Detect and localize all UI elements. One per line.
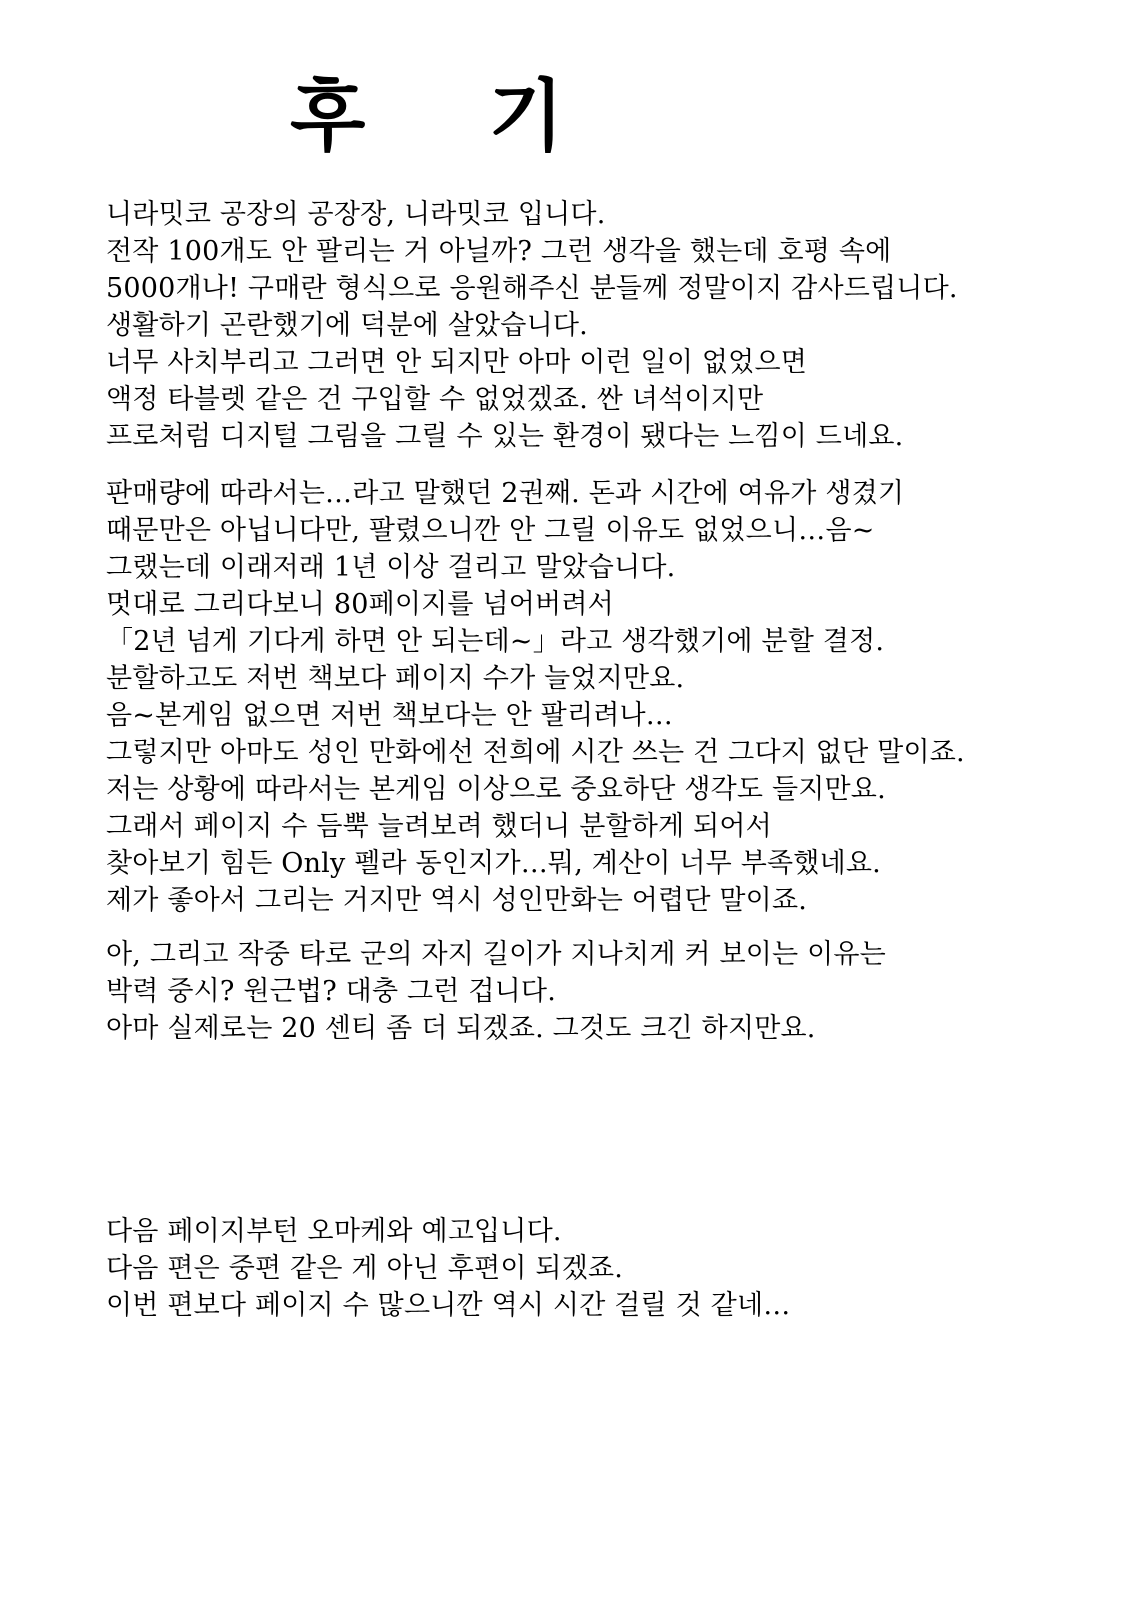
text-line: 저는 상황에 따라서는 본게임 이상으로 중요하단 생각도 들지만요. bbox=[106, 774, 886, 805]
text-line: 그렇지만 아마도 성인 만화에선 전희에 시간 쓰는 건 그다지 없단 말이죠. bbox=[106, 737, 965, 768]
text-line: 그랬는데 이래저래 1년 이상 걸리고 말았습니다. bbox=[106, 552, 676, 583]
text-line: 다음 편은 중편 같은 게 아닌 후편이 되겠죠. bbox=[106, 1253, 624, 1284]
text-line: 아마 실제로는 20 센티 좀 더 되겠죠. 그것도 크긴 하지만요. bbox=[106, 1013, 816, 1044]
text-line: 전작 100개도 안 팔리는 거 아닐까? 그런 생각을 했는데 호평 속에 bbox=[106, 236, 892, 267]
text-line: 찾아보기 힘든 Only 펠라 동인지가…뭐, 계산이 너무 부족했네요. bbox=[106, 848, 881, 879]
text-line: 「2년 넘게 기다게 하면 안 되는데~」라고 생각했기에 분할 결정. bbox=[106, 626, 885, 657]
text-line: 다음 페이지부턴 오마케와 예고입니다. bbox=[106, 1216, 562, 1247]
text-line: 멋대로 그리다보니 80페이지를 넘어버려서 bbox=[106, 589, 614, 620]
text-line: 음~본게임 없으면 저번 책보다는 안 팔리려나… bbox=[106, 700, 674, 731]
text-line: 너무 사치부리고 그러면 안 되지만 아마 이런 일이 없었으면 bbox=[106, 347, 808, 378]
paragraph-1 bbox=[106, 196, 1106, 455]
text-line: 제가 좋아서 그리는 거지만 역시 성인만화는 어렵단 말이죠. bbox=[106, 885, 808, 916]
text-line: 액정 타블렛 같은 건 구입할 수 없었겠죠. 싼 녀석이지만 bbox=[106, 384, 764, 415]
text-line: 니라밋코 공장의 공장장, 니라밋코 입니다. bbox=[106, 199, 606, 230]
text-line: 판매량에 따라서는…라고 말했던 2권째. 돈과 시간에 여유가 생겼기 bbox=[106, 478, 905, 509]
paragraph-4 bbox=[106, 1213, 1106, 1324]
text-line: 때문만은 아닙니다만, 팔렸으니깐 안 그릴 이유도 없었으니…음~ bbox=[106, 515, 875, 546]
paragraph-2 bbox=[106, 475, 1106, 919]
text-line: 박력 중시? 원근법? 대충 그런 겁니다. bbox=[106, 976, 556, 1007]
paragraph-3 bbox=[106, 936, 1106, 1047]
text-line: 그래서 페이지 수 듬뿍 늘려보려 했더니 분할하게 되어서 bbox=[106, 811, 772, 842]
text-line: 5000개나! 구매란 형식으로 응원해주신 분들께 정말이지 감사드립니다. bbox=[106, 273, 958, 304]
text-line: 이번 편보다 페이지 수 많으니깐 역시 시간 걸릴 것 같네… bbox=[106, 1290, 791, 1321]
text-line: 분할하고도 저번 책보다 페이지 수가 늘었지만요. bbox=[106, 663, 685, 694]
text-line: 프로처럼 디지털 그림을 그릴 수 있는 환경이 됐다는 느낌이 드네요. bbox=[106, 421, 904, 452]
text-line: 아, 그리고 작중 타로 군의 자지 길이가 지나치게 커 보이는 이유는 bbox=[106, 939, 886, 970]
page-title: 후 기 bbox=[290, 71, 612, 162]
text-line: 생활하기 곤란했기에 덕분에 살았습니다. bbox=[106, 310, 588, 341]
